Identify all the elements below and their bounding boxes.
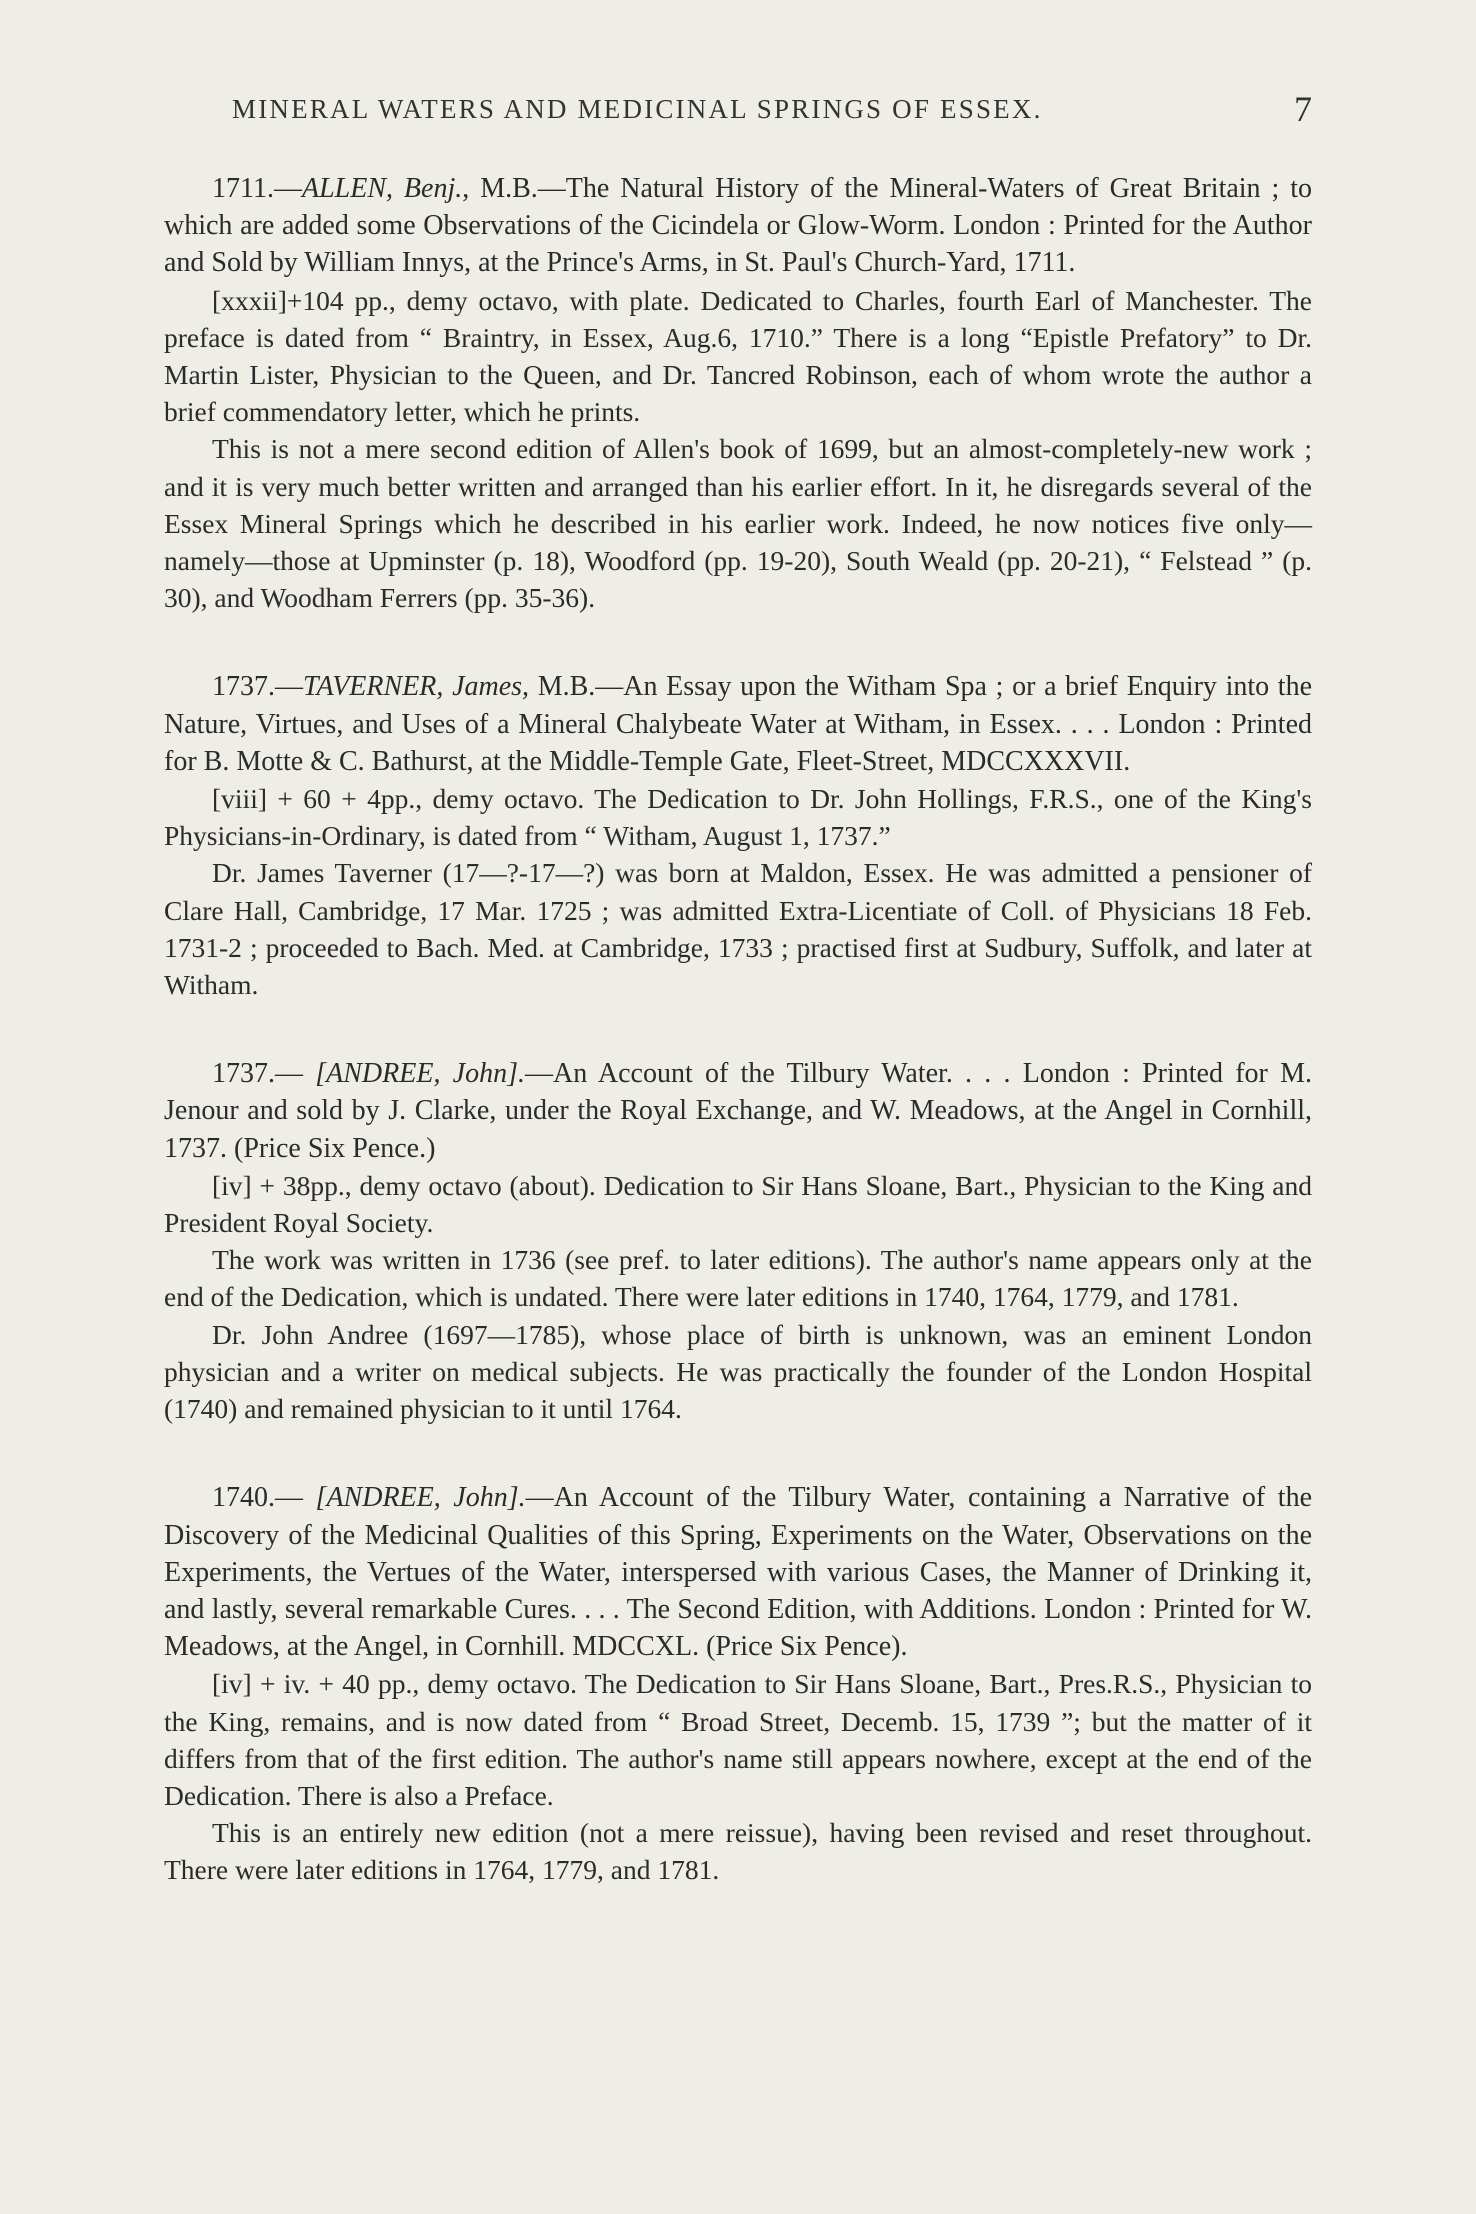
entry-paragraph: The work was written in 1736 (see pref. to later editions). The author's name appears only at the end of the Dedication, which is undated. There were later editions in 1740, 1764, 1779, and 1781. <box>164 1244 1312 1313</box>
entry-title: M.B.—An Essay upon the Witham Spa ; or a brief Enquiry into the Nature, Virtues, and Uses of a Mineral Chalybeate Water at Witham, in Essex. . . . London : Printed for B. Motte & C. Bathurst, at the Middle-Temple Gate, Fleet-Street, MDCCXXXVII. <box>164 671 1313 777</box>
entry-paragraph: [iv] + iv. + 40 pp., demy octavo. The Dedication to Sir Hans Sloane, Bart., Pres.R.S., Physician to the King, remains, and is now dated from “ Broad Street, Decemb. 15, 1739 ”; but the matter of it differs from that of the first edition. The author's name still appears nowhere, except at the end of the Dedication. There is also a Preface. <box>164 1668 1312 1811</box>
bibliography-entry <box>164 668 1312 1003</box>
bibliography-entry <box>164 170 1312 616</box>
running-head: MINERAL WATERS AND MEDICINAL SPRINGS OF ESSEX. <box>232 94 1043 124</box>
entry-paragraph: [viii] + 60 + 4pp., demy octavo. The Dedication to Dr. John Hollings, F.R.S., one of the King's Physicians-in-Ordinary, is dated from “ Witham, August 1, 1737.” <box>164 783 1312 852</box>
entry-author: TAVERNER, James, <box>303 671 530 703</box>
page-number: 7 <box>1294 89 1312 129</box>
entry-paragraph: This is an entirely new edition (not a mere reissue), having been revised and reset throughout. There were later editions in 1764, 1779, and 1781. <box>164 1817 1312 1886</box>
page-body <box>164 170 1312 1941</box>
entry-year: 1737.— <box>212 671 303 703</box>
entry-author: [ANDREE, John]. <box>315 1482 526 1514</box>
entry-paragraph: This is not a mere second edition of Allen's book of 1699, but an almost-completely-new work ; and it is very much better written and arranged than his earlier effort. In it, he disregards several of the Essex Mineral Springs which he described in his earlier work. Indeed, he now notices five only—namely—those at Upminster (p. 18), Woodford (pp. 19-20), South Weald (pp. 20-21), “ Felstead ” (p. 30), and Woodham Ferrers (pp. 35-36). <box>164 433 1312 614</box>
entry-title: —An Account of the Tilbury Water, containing a Narrative of the Discovery of the Medicinal Qualities of this Spring, Experiments on the Water, Observations on the Experiments, the Vertues of the Water, interspersed with various Cases, the Manner of Drinking it, and lastly, several remarkable Cures. . . . The Second Edition, with Additions. London : Printed for W. Meadows, at the Angel, in Cornhill. MDCCXL. (Price Six Pence). <box>164 1482 1312 1663</box>
entry-author: [ANDREE, John]. <box>315 1058 525 1090</box>
entry-citation <box>164 1479 1312 1665</box>
entry-paragraph: Dr. John Andree (1697—1785), whose place of birth is unknown, was an eminent London physician and a writer on medical subjects. He was practically the founder of the London Hospital (1740) and remained physician to it until 1764. <box>164 1318 1312 1425</box>
bibliography-entry <box>164 1055 1312 1427</box>
entry-year: 1740.— <box>212 1482 316 1514</box>
entry-year: 1737.— <box>212 1058 316 1090</box>
entry-citation <box>164 170 1312 282</box>
page-header <box>232 88 1312 138</box>
entry-paragraph: Dr. James Taverner (17—?-17—?) was born at Maldon, Essex. He was admitted a pensioner of Clare Hall, Cambridge, 17 Mar. 1725 ; was admitted Extra-Licentiate of Coll. of Physicians 18 Feb. 1731-2 ; proceeded to Bach. Med. at Cambridge, 1733 ; practised first at Sudbury, Suffolk, and later at Witham. <box>164 857 1312 1001</box>
entry-title: —An Account of the Tilbury Water. . . . London : Printed for M. Jenour and sold by J. Clarke, under the Royal Exchange, and W. Meadows, at the Angel in Cornhill, 1737. (Price Six Pence.) <box>164 1058 1312 1164</box>
entry-paragraph: [iv] + 38pp., demy octavo (about). Dedication to Sir Hans Sloane, Bart., Physician to the King and President Royal Society. <box>164 1169 1312 1239</box>
entry-citation <box>164 668 1312 780</box>
entry-title: , M.B.—The Natural History of the Mineral-Waters of Great Britain ; to which are added some Observations of the Cicindela or Glow-Worm. London : Printed for the Author and Sold by William Innys, at the Prince's Arms, in St. Paul's Church-Yard, 1711. <box>164 173 1312 279</box>
entry-author: ALLEN, Benj. <box>301 173 463 204</box>
entry-paragraph: [xxxii]+104 pp., demy octavo, with plate. Dedicated to Charles, fourth Earl of Manchester. The preface is dated from “ Braintry, in Essex, Aug.6, 1710.” There is a long “Epistle Prefatory” to Dr. Martin Lister, Physician to the Queen, and Dr. Tancred Robinson, each of whom wrote the author a brief commendatory letter, which he prints. <box>164 284 1312 428</box>
bibliography-entry <box>164 1479 1312 1888</box>
entry-citation <box>164 1055 1312 1167</box>
entry-year: 1711.— <box>212 173 302 204</box>
